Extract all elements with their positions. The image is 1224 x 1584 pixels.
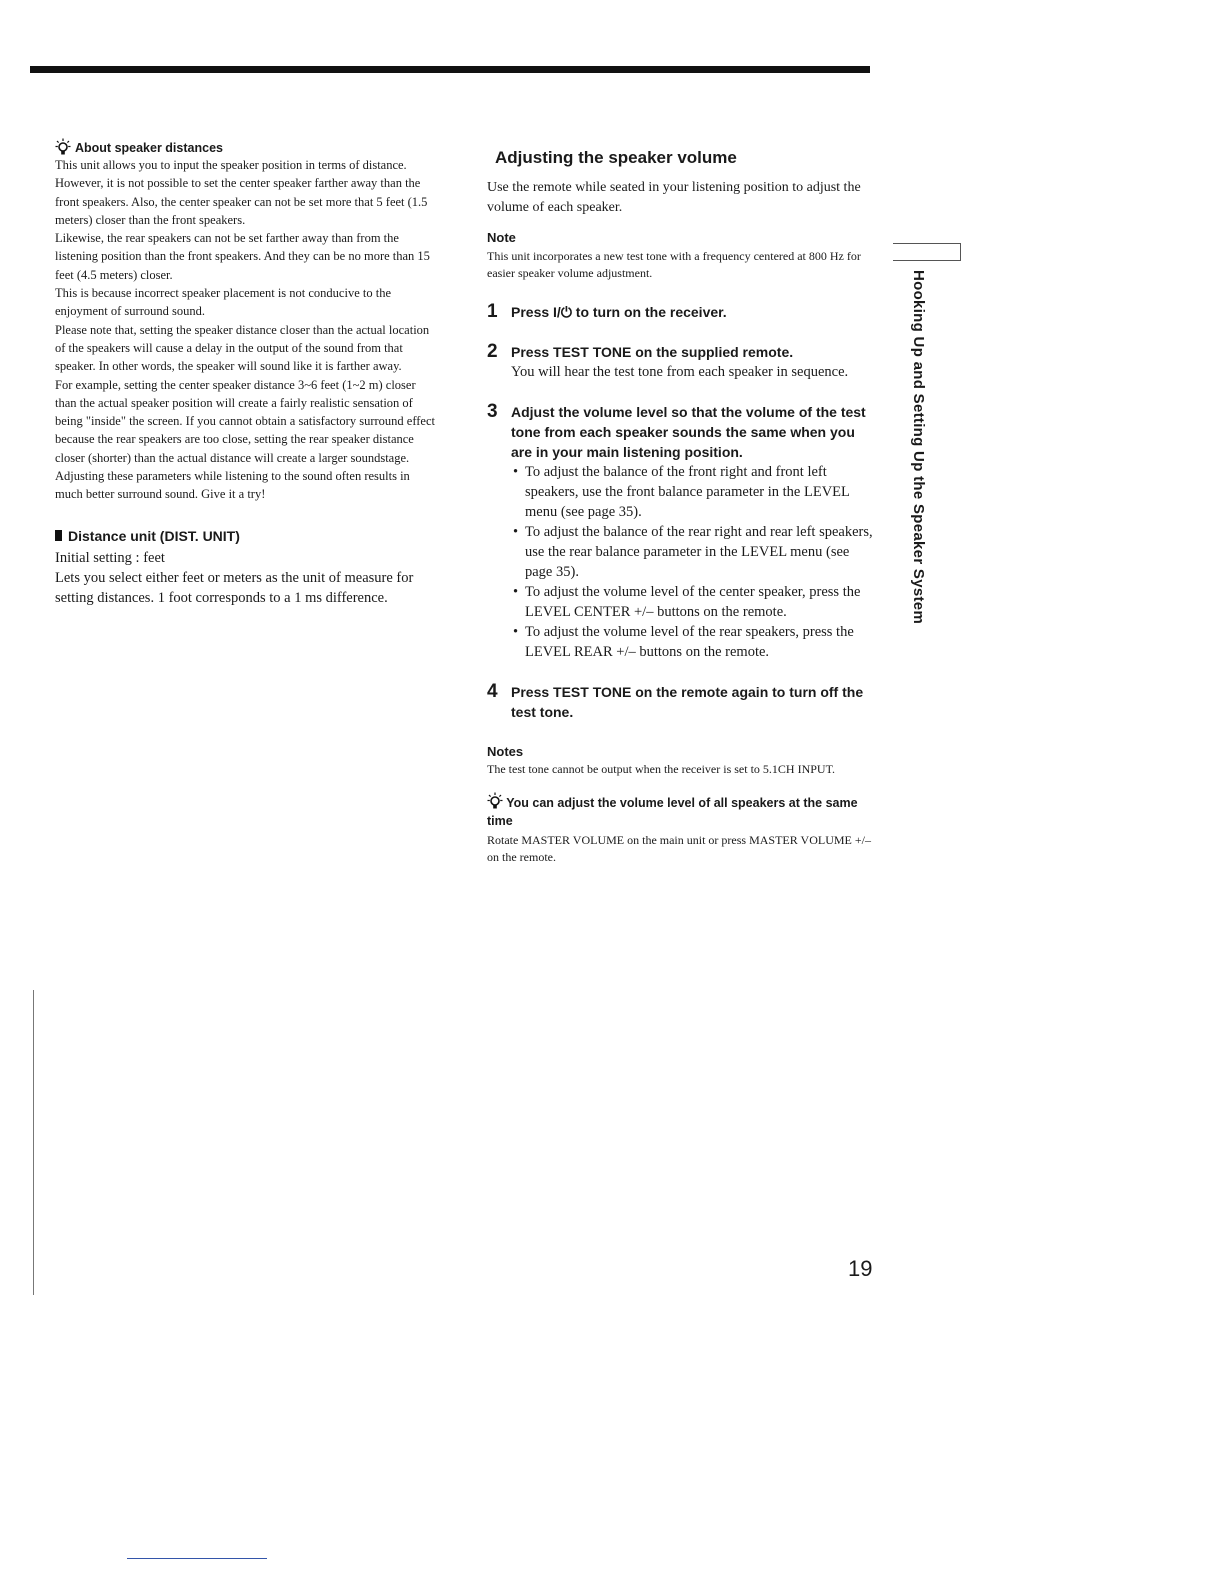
- step-body: [511, 682, 877, 722]
- section-intro: Use the remote while seated in your listening position to adjust the volume of each speaker.: [487, 180, 861, 215]
- square-bullet-icon: [55, 530, 62, 541]
- step-3: [487, 402, 877, 662]
- tip-paragraph: Adjusting these parameters while listening to the sound often results in much better surround sound. Give it a try!: [55, 469, 410, 502]
- distance-unit-description: Lets you select either feet or meters as the unit of measure for setting distances. 1 foot corresponds to a 1 ms difference.: [55, 569, 414, 606]
- step-body: [511, 302, 877, 322]
- step-number: 1: [487, 301, 498, 322]
- step-number: 3: [487, 401, 498, 422]
- initial-setting: Initial setting : feet: [55, 549, 165, 566]
- step-2: [487, 342, 877, 382]
- side-tab-marker-bar: [960, 243, 961, 260]
- volume-tip-title: You can adjust the volume level of all speakers at the same time: [487, 796, 858, 828]
- tip-paragraph: This is because incorrect speaker placement is not conducive to the enjoyment of surround sound.: [55, 286, 391, 319]
- notes-text: The test tone cannot be output when the receiver is set to 5.1CH INPUT.: [487, 762, 836, 776]
- tip-title: About speaker distances: [75, 141, 223, 155]
- tip-paragraph: For example, setting the center speaker distance 3~6 feet (1~2 m) closer than the actual speaker position will create a fairly realistic sensation of being "inside" the screen. If you cannot obtain a satisfactory surround effect because the rear speakers are too close, setting the rear speaker distance closer (shorter) than the actual distance will create a larger soundstage.: [55, 377, 435, 465]
- volume-tip-heading: [487, 792, 877, 830]
- step-number: 4: [487, 681, 498, 702]
- step-title: Press I/⏻ to turn on the receiver.: [511, 304, 727, 320]
- page-number: 19: [848, 1256, 873, 1281]
- tip-body: [55, 156, 440, 504]
- distance-unit-title: Distance unit (DIST. UNIT): [68, 527, 240, 544]
- side-tab-marker: [893, 243, 961, 261]
- left-column: [55, 138, 440, 608]
- list-item: • To adjust the balance of the rear right and rear left speakers, use the rear balance parameter in the LEVEL menu (see page 35).: [511, 522, 877, 582]
- step-number: 2: [487, 341, 498, 362]
- side-tab: [903, 270, 933, 640]
- distance-unit-heading: [55, 528, 440, 544]
- tip-heading: [55, 138, 440, 156]
- step-body: [511, 342, 877, 382]
- note-label: Note: [487, 230, 516, 245]
- tip-paragraph: This unit allows you to input the speaker position in terms of distance. However, it is not possible to set the center speaker farther away than the front speakers. Also, the center speaker can not be set more that 5 feet (1.5 meters) closer than the front speakers.: [55, 158, 428, 227]
- margin-mark: [33, 990, 34, 1295]
- step-bullet-list: [511, 462, 877, 662]
- bottom-rule: [127, 1558, 267, 1559]
- list-item: • To adjust the volume level of the center speaker, press the LEVEL CENTER +/– buttons on the remote.: [511, 582, 877, 622]
- lightbulb-icon: [487, 792, 503, 810]
- step-title: Press TEST TONE on the remote again to turn off the test tone.: [511, 684, 864, 720]
- step-text: You will hear the test tone from each speaker in sequence.: [511, 364, 849, 380]
- tip-paragraph: Please note that, setting the speaker distance closer than the actual location of the speakers will cause a delay in the output of the sound from that speaker. In other words, the speaker will sound like it is farther away.: [55, 322, 430, 374]
- step-1: [487, 302, 877, 322]
- step-title: Adjust the volume level so that the volume of the test tone from each speaker sounds the same when you are in your main listening position.: [511, 404, 866, 460]
- notes-label: Notes: [487, 744, 524, 759]
- note-text: This unit incorporates a new test tone with a frequency centered at 800 Hz for easier speaker volume adjustment.: [487, 249, 861, 280]
- step-title: Press TEST TONE on the supplied remote.: [511, 344, 794, 360]
- right-column: [487, 148, 877, 866]
- lightbulb-icon: [55, 138, 71, 156]
- section-title: Adjusting the speaker volume: [495, 148, 737, 167]
- list-item: • To adjust the volume level of the rear speakers, press the LEVEL REAR +/– buttons on the remote.: [511, 622, 877, 662]
- volume-tip-text: Rotate MASTER VOLUME on the main unit or press MASTER VOLUME +/– on the remote.: [487, 833, 871, 864]
- side-tab-label: Hooking Up and Setting Up the Speaker System: [910, 270, 927, 625]
- top-rule: [30, 66, 870, 73]
- step-body: [511, 402, 877, 662]
- step-4: [487, 682, 877, 722]
- list-item: • To adjust the balance of the front right and front left speakers, use the front balance parameter in the LEVEL menu (see page 35).: [511, 462, 877, 522]
- tip-paragraph: Likewise, the rear speakers can not be set farther away than from the listening position than the front speakers. And they can be no more than 15 feet (4.5 meters) closer.: [55, 231, 430, 282]
